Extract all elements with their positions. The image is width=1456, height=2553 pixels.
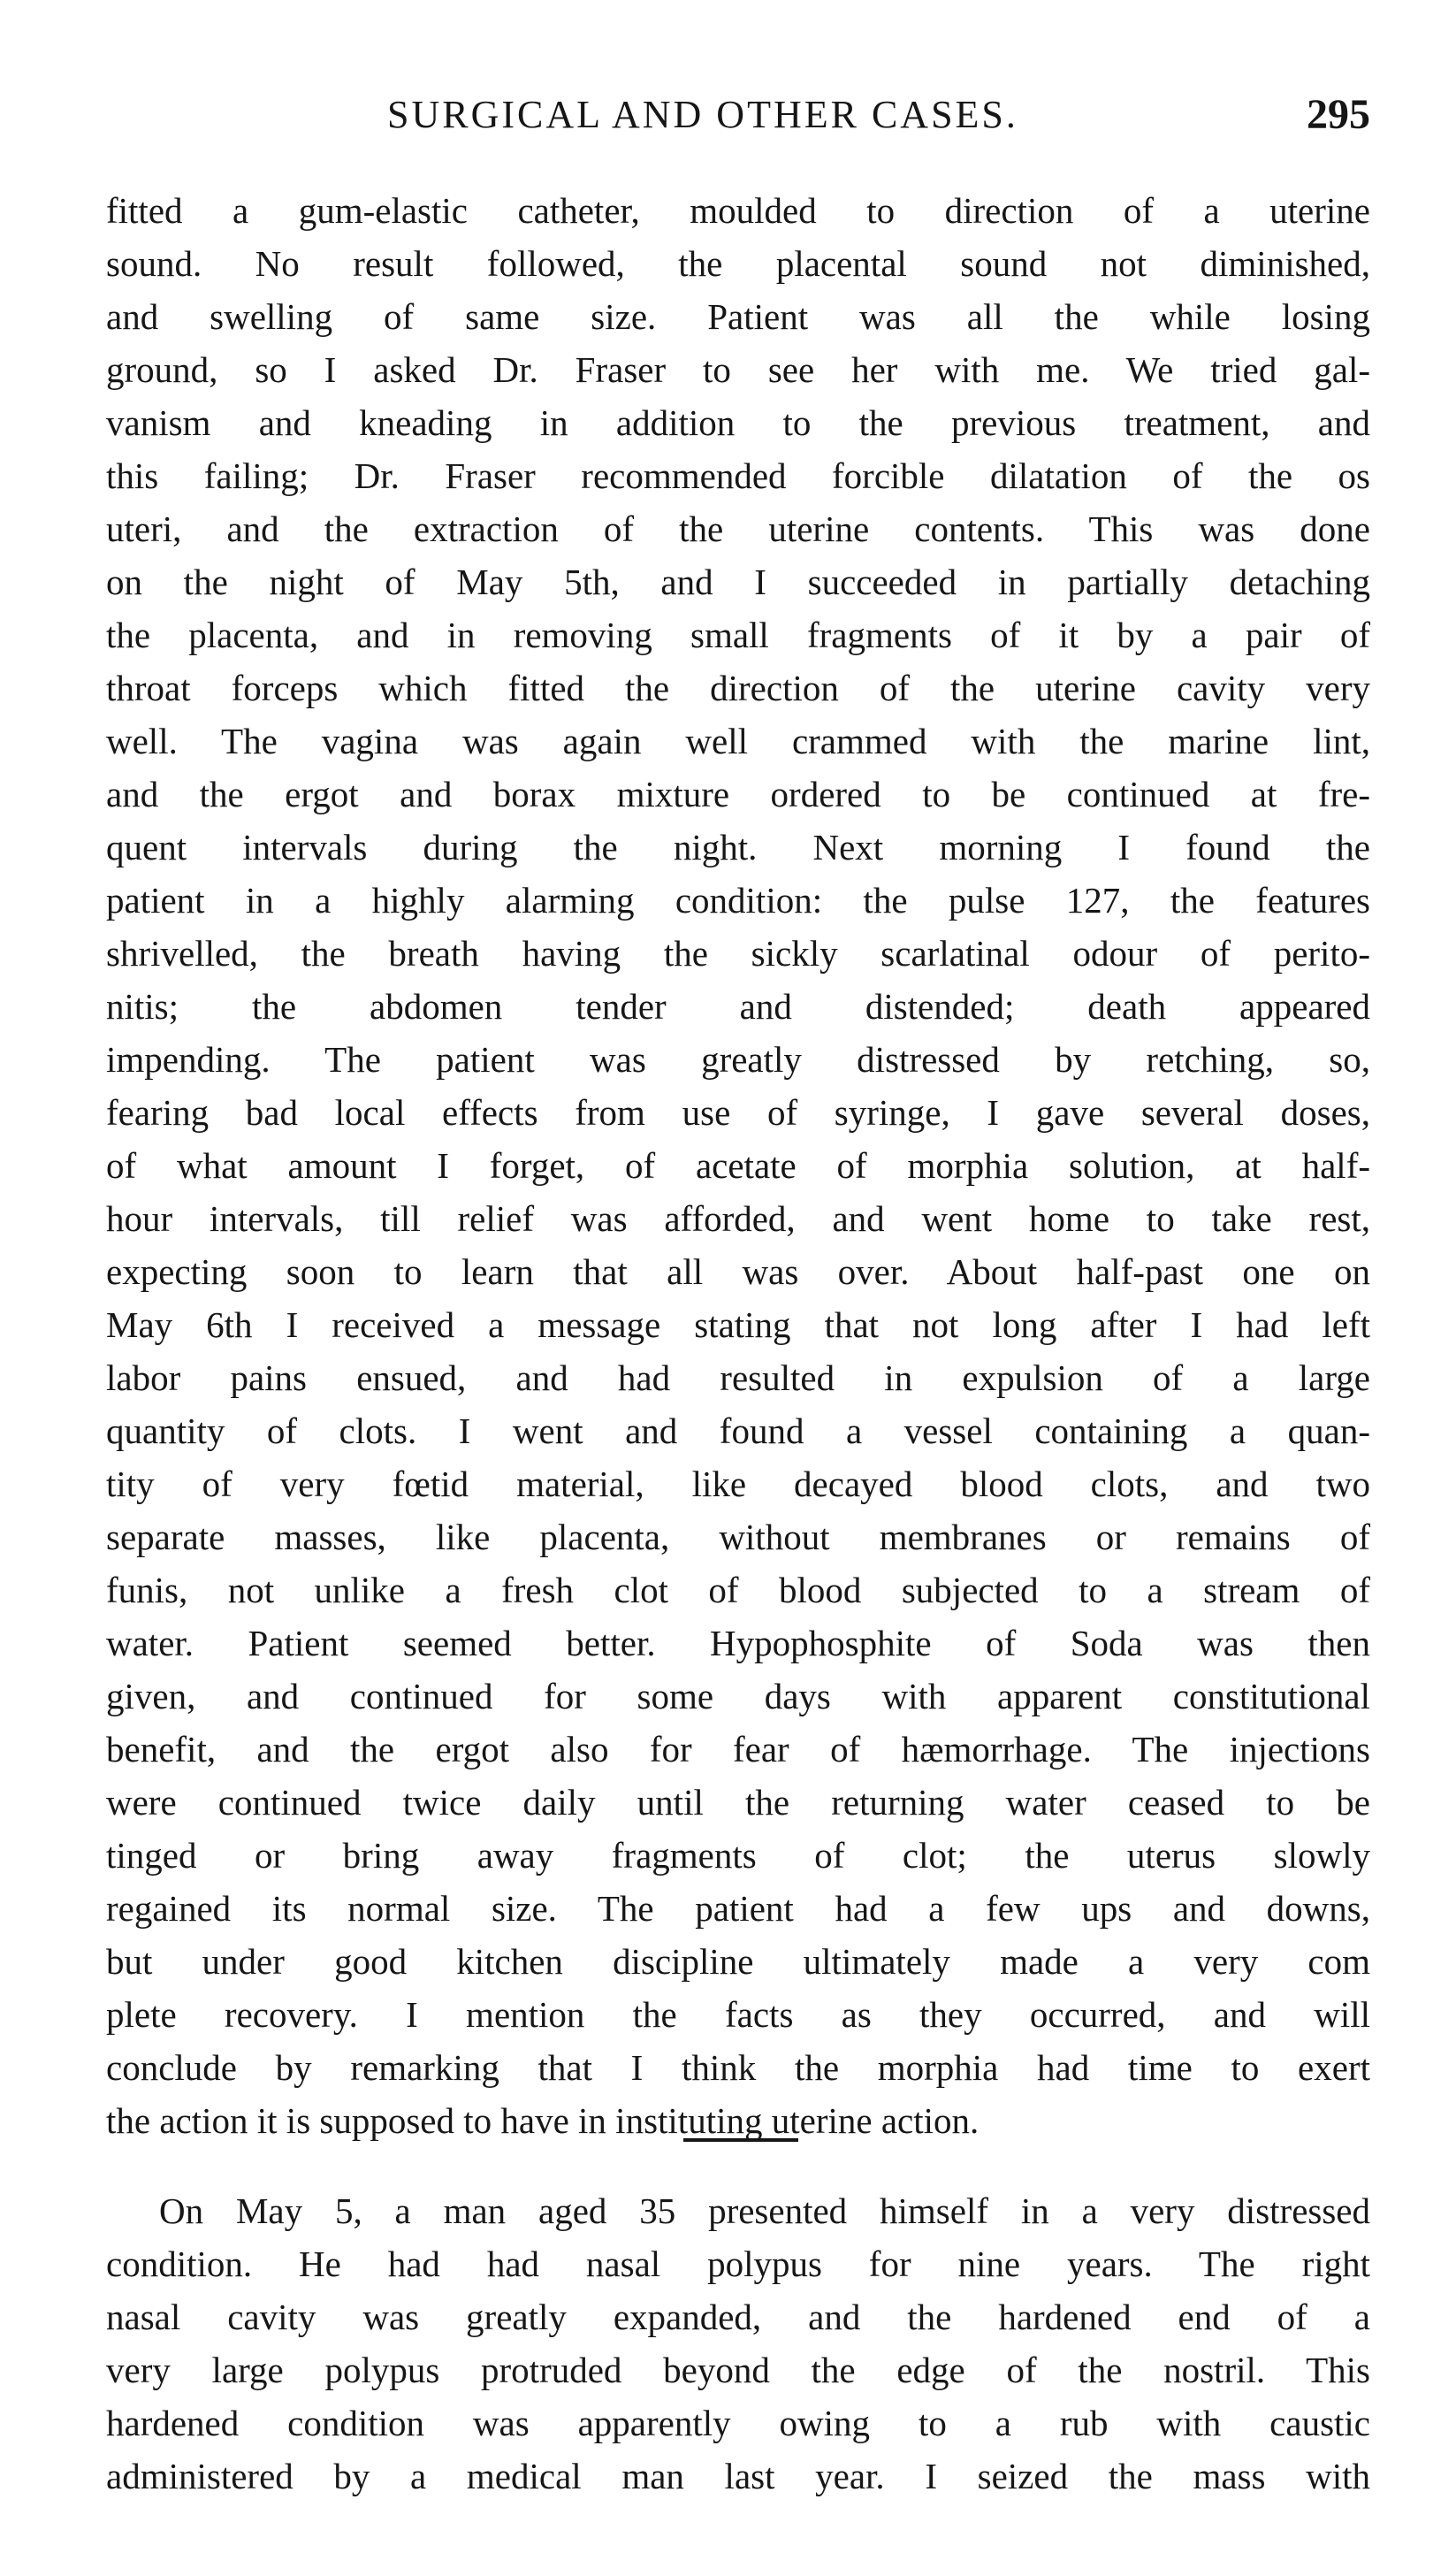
text-line: condition. He had had nasal polypus for nine years. The right xyxy=(106,2243,1370,2284)
text-line: shrivelled, the breath having the sickly scarlatinal odour of perito- xyxy=(106,933,1370,974)
section-divider xyxy=(683,2138,798,2142)
text-line: impending. The patient was greatly distressed by retching, so, xyxy=(106,1039,1370,1080)
text-line: of what amount I forget, of acetate of morphia solution, at half- xyxy=(106,1145,1370,1186)
case-one-paragraph xyxy=(106,184,1370,2147)
text-line: fitted a gum-elastic catheter, moulded to direction of a uterine xyxy=(106,190,1370,231)
text-line: were continued twice daily until the returning water ceased to be xyxy=(106,1782,1370,1823)
text-line: this failing; Dr. Fraser recommended forcible dilatation of the os xyxy=(106,455,1370,496)
case-two-paragraph xyxy=(106,2184,1370,2503)
text-line: plete recovery. I mention the facts as they occurred, and will xyxy=(106,1994,1370,2035)
text-line: quantity of clots. I went and found a vessel containing a quan- xyxy=(106,1410,1370,1451)
text-line: conclude by remarking that I think the morphia had time to exert xyxy=(106,2047,1370,2088)
text-line: nasal cavity was greatly expanded, and the hardened end of a xyxy=(106,2297,1370,2337)
text-line: hardened condition was apparently owing to a rub with caustic xyxy=(106,2403,1370,2443)
page-number: 295 xyxy=(1307,91,1370,138)
text-line: labor pains ensued, and had resulted in expulsion of a large xyxy=(106,1357,1370,1398)
text-line: and the ergot and borax mixture ordered to be continued at fre- xyxy=(106,774,1370,814)
text-line: funis, not unlike a fresh clot of blood subjected to a stream of xyxy=(106,1570,1370,1610)
text-line: the placenta, and in removing small fragments of it by a pair of xyxy=(106,615,1370,655)
text-line: uteri, and the extraction of the uterine contents. This was done xyxy=(106,508,1370,549)
text-line: hour intervals, till relief was afforded, and went home to take rest, xyxy=(106,1198,1370,1239)
text-line: May 6th I received a message stating that not long after I had left xyxy=(106,1304,1370,1345)
text-line: separate masses, like placenta, without membranes or remains of xyxy=(106,1517,1370,1557)
text-line: well. The vagina was again well crammed with the marine lint, xyxy=(106,721,1370,761)
text-line: patient in a highly alarming condition: the pulse 127, the features xyxy=(106,880,1370,921)
text-line: throat forceps which fitted the direction of the uterine cavity very xyxy=(106,668,1370,708)
text-line: regained its normal size. The patient had a few ups and downs, xyxy=(106,1888,1370,1929)
text-line: and swelling of same size. Patient was all the while losing xyxy=(106,296,1370,337)
text-line: water. Patient seemed better. Hypophosphite of Soda was then xyxy=(106,1623,1370,1663)
running-head xyxy=(106,88,1370,141)
text-line: vanism and kneading in addition to the previous treatment, and xyxy=(106,402,1370,443)
text-line: the action it is supposed to have in instituting uterine action. xyxy=(106,2100,980,2141)
running-title: SURGICAL AND OTHER CASES. xyxy=(387,93,1018,136)
text-line: but under good kitchen discipline ultimately made a very com xyxy=(106,1941,1370,1982)
text-line: on the night of May 5th, and I succeeded in partially detaching xyxy=(106,562,1370,602)
text-line: tity of very fœtid material, like decayed blood clots, and two xyxy=(106,1464,1370,1504)
text-line: administered by a medical man last year. I seized the mass with xyxy=(106,2456,1370,2496)
text-line: expecting soon to learn that all was over. About half-past one on xyxy=(106,1251,1370,1292)
text-line: fearing bad local effects from use of syringe, I gave several doses, xyxy=(106,1092,1370,1133)
text-line: ground, so I asked Dr. Fraser to see her with me. We tried gal- xyxy=(106,349,1370,390)
text-line: tinged or bring away fragments of clot; the uterus slowly xyxy=(106,1835,1370,1876)
text-line: sound. No result followed, the placental sound not diminished, xyxy=(106,243,1370,284)
text-line: benefit, and the ergot also for fear of hæmorrhage. The injections xyxy=(106,1729,1370,1770)
text-line: nitis; the abdomen tender and distended; death appeared xyxy=(106,986,1370,1027)
text-line: very large polypus protruded beyond the edge of the nostril. This xyxy=(106,2350,1370,2390)
text-line: quent intervals during the night. Next morning I found the xyxy=(106,827,1370,868)
text-line: On May 5, a man aged 35 presented himself in a very distressed xyxy=(159,2190,1370,2231)
text-line: given, and continued for some days with apparent constitutional xyxy=(106,1676,1370,1716)
